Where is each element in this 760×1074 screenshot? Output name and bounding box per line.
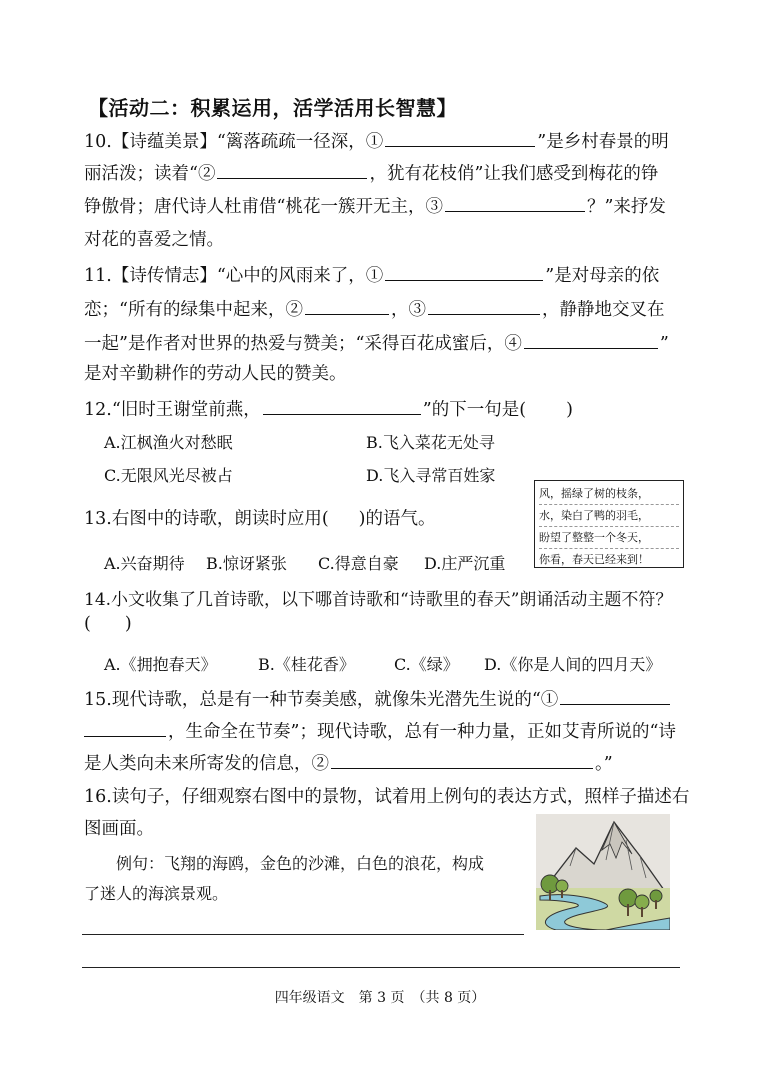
q12-text: 12.“旧时王谢堂前燕， [84,400,261,420]
q13-text: )的语气。 [358,509,436,529]
q14-text: ( [84,614,91,634]
q12-blank[interactable] [263,396,421,415]
poem-line: 风，摇绿了树的枝条， [539,483,679,505]
q11-text: 11.【诗传情志】“心中的风雨来了，① [84,266,384,286]
q13-text: 13.右图中的诗歌，朗读时应用( [84,509,329,529]
q15-text: 是人类向未来所寄发的信息，② [84,754,329,774]
q10-blank-3[interactable] [445,193,585,212]
section-title: 【活动二：积累运用，活学活用长智慧】 [88,96,457,120]
q11-line-3 [84,330,680,356]
q11-text: ，③ [390,300,426,320]
q13-stem [84,507,524,531]
mountain-river-illustration [536,814,670,930]
q16-line-1: 16.读句子，仔细观察右图中的景物，试着用上例句的表达方式，照样子描述右 [84,787,690,807]
q10-line-1 [84,128,680,154]
q11-text: ” [659,334,669,354]
q11-line-2 [84,296,680,322]
q11-text: 一起”是作者对世界的热爱与赞美；“采得百花成蜜后，④ [84,334,522,354]
q10-line-3 [84,193,680,219]
q12-option-a[interactable]: A.江枫渔火对愁眠 [104,433,233,452]
q11-blank-2[interactable] [305,296,389,315]
q11-blank-1[interactable] [385,262,543,281]
q14-answer-parens [84,612,680,636]
q10-text: 丽活泼；读着“② [84,164,216,184]
q15-blank-1a[interactable] [560,686,670,705]
page-footer: 四年级语文 第 3 页 （共 8 页） [274,990,486,1006]
q11-blank-4[interactable] [524,330,658,349]
q16-answer-line-1[interactable] [82,934,524,935]
q15-line-3 [84,750,680,776]
q16-example-line-1: 例句：飞翔的海鸥，金色的沙滩，白色的浪花，构成 [116,854,485,873]
q15-text: 15.现代诗歌，总是有一种节奏美感，就像朱光潜先生说的“① [84,690,559,710]
q15-text: 。” [595,754,613,774]
q10-text: 10.【诗蕴美景】“篱落疏疏一径深，① [84,132,384,152]
q15-line-2 [84,718,680,744]
q12-text: ) [566,400,573,420]
q10-text: ？”来抒发 [586,197,666,217]
q13-option-b[interactable]: B.惊讶紧张 [206,554,287,573]
q14-option-a[interactable]: A.《拥抱春天》 [104,655,217,674]
q12-option-d[interactable]: D.飞入寻常百姓家 [366,466,496,485]
q14-stem: 14.小文收集了几首诗歌，以下哪首诗歌和“诗歌里的春天”朗诵活动主题不符？ [84,590,673,610]
q10-line-4: 对花的喜爱之情。 [84,230,224,250]
q13-option-c[interactable]: C.得意自豪 [318,554,399,573]
q11-line-4: 是对辛勤耕作的劳动人民的赞美。 [84,364,347,384]
q13-option-a[interactable]: A.兴奋期待 [104,554,185,573]
q11-text: ”是对母亲的依 [545,266,660,286]
q12-option-c[interactable]: C.无限风光尽被占 [104,466,233,485]
poem-box [534,480,684,568]
q16-line-2: 图画面。 [84,819,154,839]
q12-option-b[interactable]: B.飞入菜花无处寻 [366,433,495,452]
q14-option-c[interactable]: C.《绿》 [394,655,459,674]
q16-example-line-2: 了迷人的海滨景观。 [84,884,229,903]
q14-option-b[interactable]: B.《桂花香》 [258,655,355,674]
q15-blank-1b[interactable] [84,718,166,737]
poem-line: 盼望了整整一个冬天， [539,527,679,549]
q10-text: ，犹有花枝俏”让我们感受到梅花的铮 [369,164,659,184]
q15-blank-2[interactable] [331,750,593,769]
q10-text: ”是乡村春景的明 [537,132,669,152]
q13-option-d[interactable]: D.庄严沉重 [424,554,506,573]
q15-text: ，生命全在节奏”；现代诗歌，总有一种力量，正如艾青所说的“诗 [168,722,676,742]
q10-line-2 [84,160,680,186]
q11-text: 恋；“所有的绿集中起来，② [84,300,303,320]
q11-blank-3[interactable] [428,296,540,315]
q16-answer-line-2[interactable] [82,967,680,968]
q12-stem [84,396,680,422]
q12-text: ”的下一句是( [422,400,527,420]
q11-text: ，静静地交叉在 [541,300,665,320]
q14-text: ) [124,614,132,634]
q11-line-1 [84,262,680,288]
q10-text: 铮傲骨；唐代诗人杜甫借“桃花一簇开无主，③ [84,197,443,217]
q10-blank-2[interactable] [217,160,367,179]
q10-blank-1[interactable] [385,128,535,147]
q15-line-1 [84,686,680,712]
q14-option-d[interactable]: D.《你是人间的四月天》 [484,655,662,674]
poem-line: 你看，春天已经来到！ [539,553,649,566]
poem-line: 水，染白了鸭的羽毛， [539,505,679,527]
